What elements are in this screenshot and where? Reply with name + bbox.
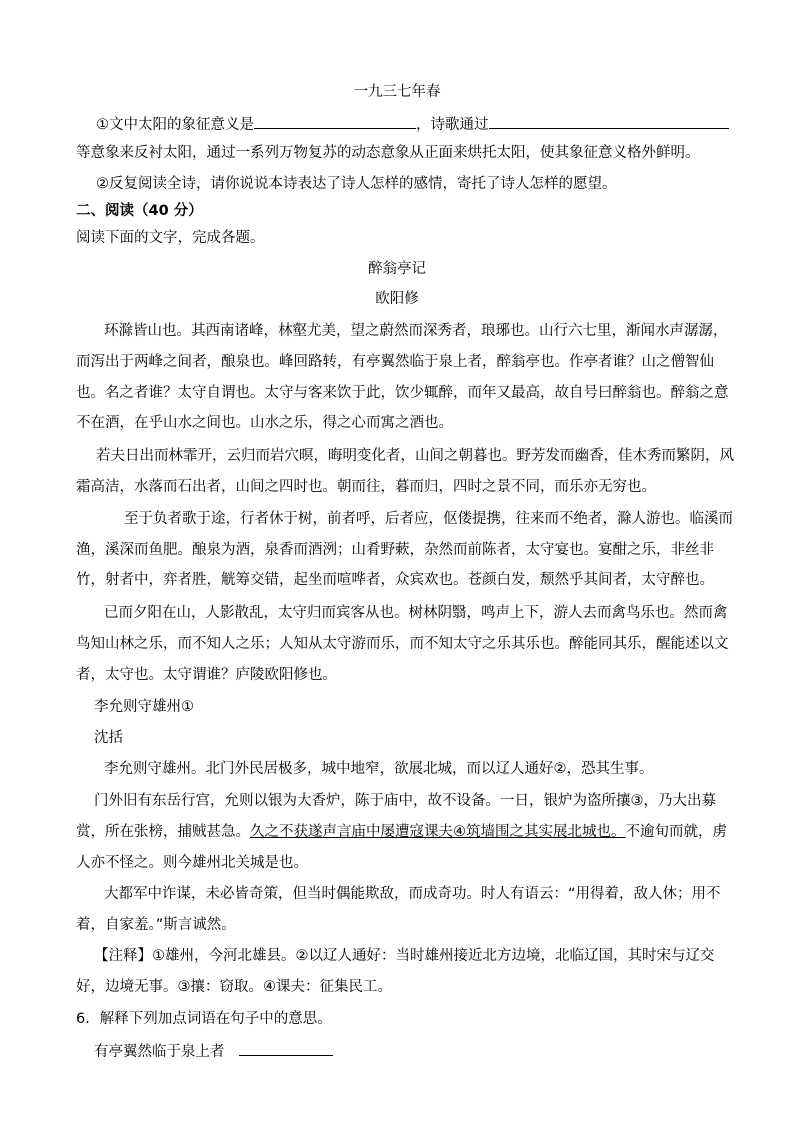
section-instruction: 阅读下面的文字，完成各题。 — [76, 230, 265, 246]
question-6-item — [94, 1040, 333, 1062]
essay-2-p1: 李允则守雄州。北门外民居极多，城中地窄，欲展北城，而以辽人通好②，恐其生事。 — [104, 761, 654, 777]
answer-blank-1[interactable] — [254, 113, 416, 129]
essay-2-p2-line: 门外旧有东岳行宫，允则以银为大香炉，陈于庙中，故不设备。一日，银炉为盗所攘③，乃大出募 — [94, 793, 716, 809]
essay-1-p3-line: 渔，溪深而鱼肥。酿泉为酒，泉香而酒洌；山肴野蔌，杂然而前陈者，太守宴也。宴酣之乐，非丝非 — [76, 542, 714, 558]
essay-2-title: 李允则守雄州① — [94, 699, 194, 715]
essay-1-p2-line: 若夫日出而林霏开，云归而岩穴暝，晦明变化者，山间之朝暮也。野芳发而幽香，佳木秀而繁阴，风 — [96, 448, 734, 464]
question-6-prompt: 6．解释下列加点词语在句子中的意思。 — [76, 1011, 332, 1027]
essay-1-p1-line: 而泻出于两峰之间者，酿泉也。峰回路转，有亭翼然临于泉上者，醉翁亭也。作亭者谁？山之僧智仙 — [76, 354, 714, 370]
section-title: 二、阅读（40 分） — [76, 203, 203, 219]
essay-2-p3-line: 大都军中诈谋，未必皆奇策，但当时偶能欺敌，而成奇功。时人有语云：“用得着，敌人休；用不 — [104, 886, 721, 902]
question-1-line — [96, 113, 729, 135]
essay-1-p3-line: 竹，射者中，弈者胜，觥筹交错，起坐而喧哗者，众宾欢也。苍颜白发，颓然乎其间者，太守醉也。 — [76, 572, 714, 588]
question-6-item-text: 有亭翼然临于泉上者 — [94, 1044, 225, 1060]
essay-1-p4-line: 者，太守也。太守谓谁？庐陵欧阳修也。 — [76, 667, 337, 683]
essay-1-title: 醉翁亭记 — [368, 261, 426, 277]
essay-1-p1-line: 也。名之者谁？太守自谓也。太守与客来饮于此，饮少辄醉，而年又最高，故自号曰醉翁也。醉翁之意 — [76, 385, 729, 401]
answer-blank-2[interactable] — [489, 113, 729, 129]
essay-1-p1-line: 环滁皆山也。其西南诸峰，林壑尤美，望之蔚然而深秀者，琅琊也。山行六七里，渐闻水声潺潺， — [104, 323, 728, 339]
notes-line: 好，边境无事。③攘：窃取。④课夫：征集民工。 — [76, 979, 392, 995]
essay-2-p2-line: 人亦不怪之。则今雄州北关城是也。 — [76, 855, 308, 871]
essay-2-p2-line — [76, 822, 727, 842]
date-line: 一九三七年春 — [353, 84, 441, 100]
essay-1-p2-line: 霜高洁，水落而石出者，山间之四时也。朝而往，暮而归，四时之景不同，而乐亦无穷也。 — [76, 479, 656, 495]
question-2: ②反复阅读全诗，请你说说本诗表达了诗人怎样的感情，寄托了诗人怎样的愿望。 — [96, 176, 617, 192]
question-1-mid: ，诗歌通过 — [416, 117, 489, 133]
notes-line: 【注释】①雄州，今河北雄县。②以辽人通好：当时雄州接近北方边境，北临辽国，其时宋与辽交 — [94, 948, 715, 964]
essay-2-author: 沈括 — [94, 730, 123, 746]
question-1-prefix: ①文中太阳的象征意义是 — [96, 117, 254, 133]
essay-2-p2-post: 不逾旬而就，虏 — [625, 824, 727, 840]
essay-2-p3-line: 着，自家羞。”斯言诚然。 — [76, 917, 236, 933]
essay-1-p3-line: 至于负者歌于途，行者休于树，前者呼，后者应，伛偻提携，往来而不绝者，滁人游也。临溪而 — [124, 511, 733, 527]
answer-blank-3[interactable] — [239, 1040, 333, 1056]
essay-2-p2-pre: 赏，所在张榜，捕贼甚急。 — [76, 824, 250, 840]
essay-1-author: 欧阳修 — [375, 291, 419, 307]
essay-1-p1-line: 不在酒，在乎山水之间也。山水之乐，得之心而寓之酒也。 — [76, 415, 453, 431]
essay-1-p4-line: 鸟知山林之乐，而不知人之乐；人知从太守游而乐，而不知太守之乐其乐也。醉能同其乐，醒能述以文 — [76, 636, 729, 652]
underlined-sentence: 久之不获遂声言庙中屡遭寇课夫④筑墙围之其实展北城也。 — [250, 824, 626, 840]
question-1-continuation: 等意象来反衬太阳，通过一系列万物复苏的动态意象从正面来烘托太阳，使其象征意义格外鲜明。 — [76, 145, 700, 161]
essay-1-p4-line: 已而夕阳在山，人影散乱，太守归而宾客从也。树林阴翳，鸣声上下，游人去而禽鸟乐也。然而禽 — [104, 605, 728, 621]
